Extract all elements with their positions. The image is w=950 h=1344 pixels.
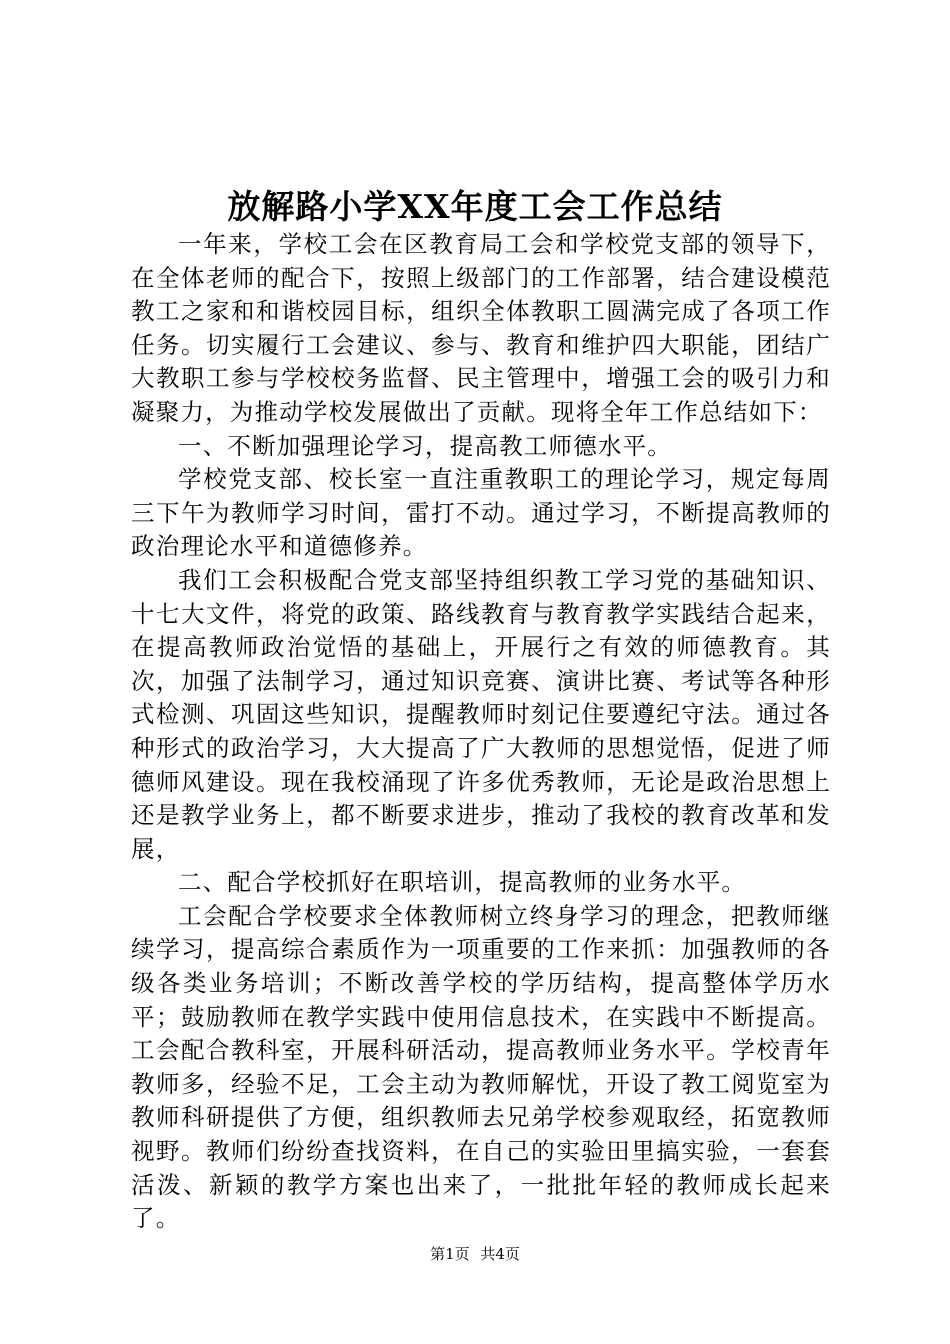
section-heading-2: 二、配合学校抓好在职培训，提高教师的业务水平。 — [178, 868, 747, 897]
paragraph-section-1-b: 我们工会积极配合党支部坚持组织教工学习党的基础知识、十七大文件，将党的政策、路线教育与教育教学实践结合起来，在提高教师政治觉悟的基础上，开展行之有效的师德教育。其次，加强了法制学习，通过知识竞赛、演讲比赛、考试等各种形式检测、巩固这些知识，提醒教师时刻记住要遵纪守法。通过各种形式的政治学习，大大提高了广大教师的思想觉悟，促进了师德师风建设。现在我校涌现了许多优秀教师，无论是政治思想上还是教学业务上，都不断要求进步，推动了我校的教育改革和发展， — [131, 565, 831, 863]
section-heading-1: 一、不断加强理论学习，提高教工师德水平。 — [178, 431, 672, 460]
paragraph-intro: 一年来，学校工会在区教育局工会和学校党支部的领导下，在全体老师的配合下，按照上级部门的工作部署，结合建设模范教工之家和和谐校园目标，组织全体教职工圆满完成了各项工作任务。切实履行工会建议、参与、教育和维护四大职能，团结广大教职工参与学校校务监督、民主管理中，增强工会的吸引力和凝聚力，为推动学校发展做出了贡献。现将全年工作总结如下： — [131, 230, 831, 426]
document-title: 放解路小学XX年度工会工作总结 — [227, 187, 723, 226]
page-total: 共4页 — [480, 1245, 520, 1263]
page-footer — [0, 1243, 950, 1265]
page-number: 第1页 — [430, 1245, 470, 1263]
document-body — [131, 228, 831, 1236]
paragraph-section-2: 工会配合学校要求全体教师树立终身学习的理念，把教师继续学习，提高综合素质作为一项重要的工作来抓：加强教师的各级各类业务培训；不断改善学校的学历结构，提高整体学历水平；鼓励教师在教学实践中使用信息技术，在实践中不断提高。工会配合教科室，开展科研活动，提高教师业务水平。学校青年教师多，经验不足，工会主动为教师解忧，开设了教工阅览室为教师科研提供了方便，组织教师去兄弟学校参观取经，拓宽教师视野。教师们纷纷查找资料，在自己的实验田里搞实验，一套套活泼、新颖的教学方案也出来了，一批批年轻的教师成长起来了。 — [131, 901, 831, 1233]
paragraph-section-1-a: 学校党支部、校长室一直注重教职工的理论学习，规定每周三下午为教师学习时间，雷打不动。通过学习，不断提高教师的政治理论水平和道德修养。 — [131, 465, 831, 561]
